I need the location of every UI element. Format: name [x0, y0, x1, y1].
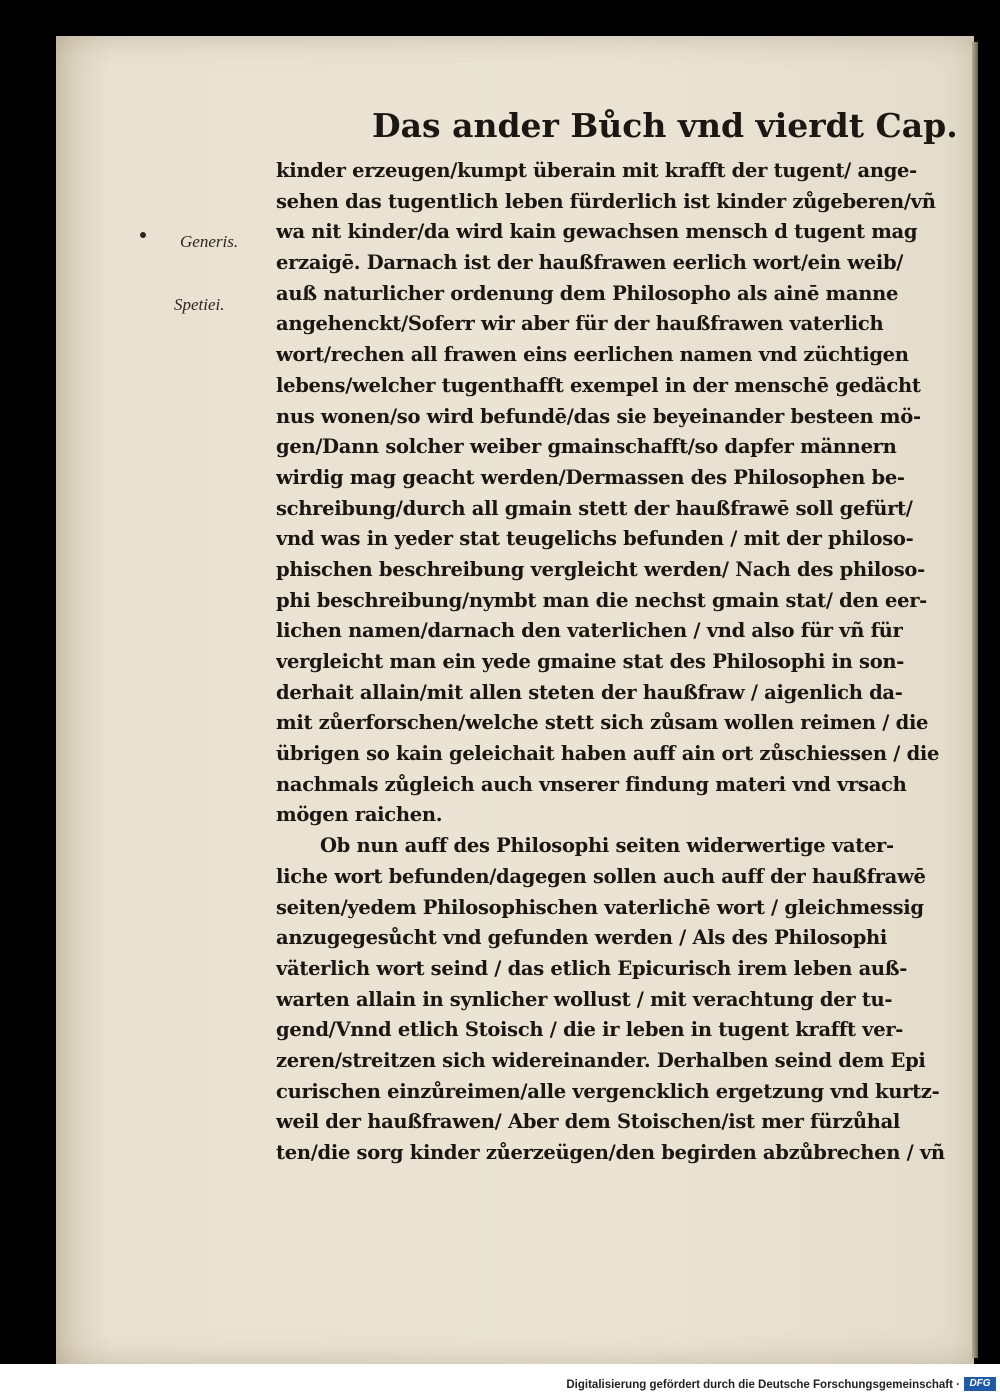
text-line: schreibung/durch all gmain stett der haußfrawē soll gefürt/ — [276, 496, 913, 520]
text-line: übrigen so kain geleichait haben auff ain ort zůschiessen / die — [276, 742, 940, 766]
margin-bullet — [140, 232, 146, 238]
text-line: wa nit kinder/da wird kain gewachsen mensch d tugent mag — [276, 220, 918, 244]
text-line: gend/Vnnd etlich Stoisch / die ir leben in tugent krafft ver- — [276, 1018, 904, 1042]
text-line: nus wonen/so wird befundē/das sie beyeinander besteen mö- — [276, 404, 921, 428]
text-line: wirdig mag geacht werden/Dermassen des Philosophen be- — [276, 465, 905, 489]
text-line: väterlich wort seind / das etlich Epicurisch irem leben auß- — [276, 956, 908, 980]
text-line: vnd was in yeder stat teugelichs befunden / mit der philoso- — [276, 527, 914, 551]
text-line: seiten/yedem Philosophischen vaterlichē wort / gleichmessig — [276, 895, 924, 919]
text-line: gen/Dann solcher weiber gmainschafft/so dapfer männern — [276, 435, 897, 459]
text-line: vergleicht man ein yede gmaine stat des Philosophi in son- — [276, 650, 905, 673]
text-line: warten allain in synlicher wollust / mit verachtung der tu- — [276, 987, 893, 1011]
text-line: mit zůerforschen/welche stett sich zůsam wollen reimen / die — [276, 711, 929, 735]
text-line: nachmals zůgleich auch vnserer findung materi vnd vrsach — [276, 772, 907, 796]
text-line: auß naturlicher ordenung dem Philosopho als ainē manne — [276, 281, 899, 305]
funding-credit: Digitalisierung gefördert durch die Deutsche Forschungsgemeinschaft · — [566, 1379, 960, 1391]
text-line: lebens/welcher tugenthafft exempel in der menschē gedächt — [276, 373, 921, 397]
body-text — [276, 156, 956, 1169]
text-line: Ob nun auff des Philosophi seiten widerwertige vater- — [320, 834, 894, 858]
text-line: phischen beschreibung vergleicht werden/ Nach des philoso- — [276, 557, 925, 581]
text-line: sehen das tugentlich leben fürderlich ist kinder zůgeberen/vñ — [276, 189, 936, 213]
text-line: phi beschreibung/nymbt man die nechst gmain stat/ den eer- — [276, 588, 927, 612]
text-line: angehenckt/Soferr wir aber für der haußfrawen vaterlich — [276, 312, 884, 336]
text-line: kinder erzeugen/kumpt überain mit krafft der tugent/ ange- — [276, 159, 917, 182]
text-line: anzugegesůcht vnd gefunden werden / Als des Philosophi — [276, 926, 888, 950]
text-line: curischen einzůreimen/alle vergencklich ergetzung vnd kurtz- — [276, 1079, 940, 1103]
text-line: liche wort befunden/dagegen sollen auch auff der haußfrawē — [276, 864, 926, 888]
text-line: lichen namen/darnach den vaterlichen / vnd also für vñ für — [276, 619, 903, 643]
running-head: Das ander Bůch vnd vierdt Cap. — [372, 106, 958, 145]
text-line: wort/rechen all frawen eins eerlichen namen vnd züchtigen — [276, 343, 909, 367]
text-line: derhait allain/mit allen steten der haußfraw / aigenlich da- — [276, 680, 903, 704]
margin-note-generis: Generis. — [180, 232, 239, 251]
footer-bar — [0, 1364, 1000, 1396]
margin-note-spetiei: Spetiei. — [174, 295, 225, 314]
text-line: zeren/streitzen sich widereinander. Derhalben seind dem Epi — [276, 1048, 926, 1072]
dfg-logo[interactable]: DFG — [964, 1377, 996, 1391]
text-line: ten/die sorg kinder zůerzeügen/den begirden abzůbrechen / vñ — [276, 1141, 945, 1164]
page-edge — [972, 42, 978, 1358]
text-line: weil der haußfrawen/ Aber dem Stoischen/ist mer fürzůhal — [276, 1110, 901, 1134]
text-line: erzaigē. Darnach ist der haußfrawen eerlich wort/ein weib/ — [276, 251, 904, 275]
text-line: mögen raichen. — [276, 803, 443, 827]
